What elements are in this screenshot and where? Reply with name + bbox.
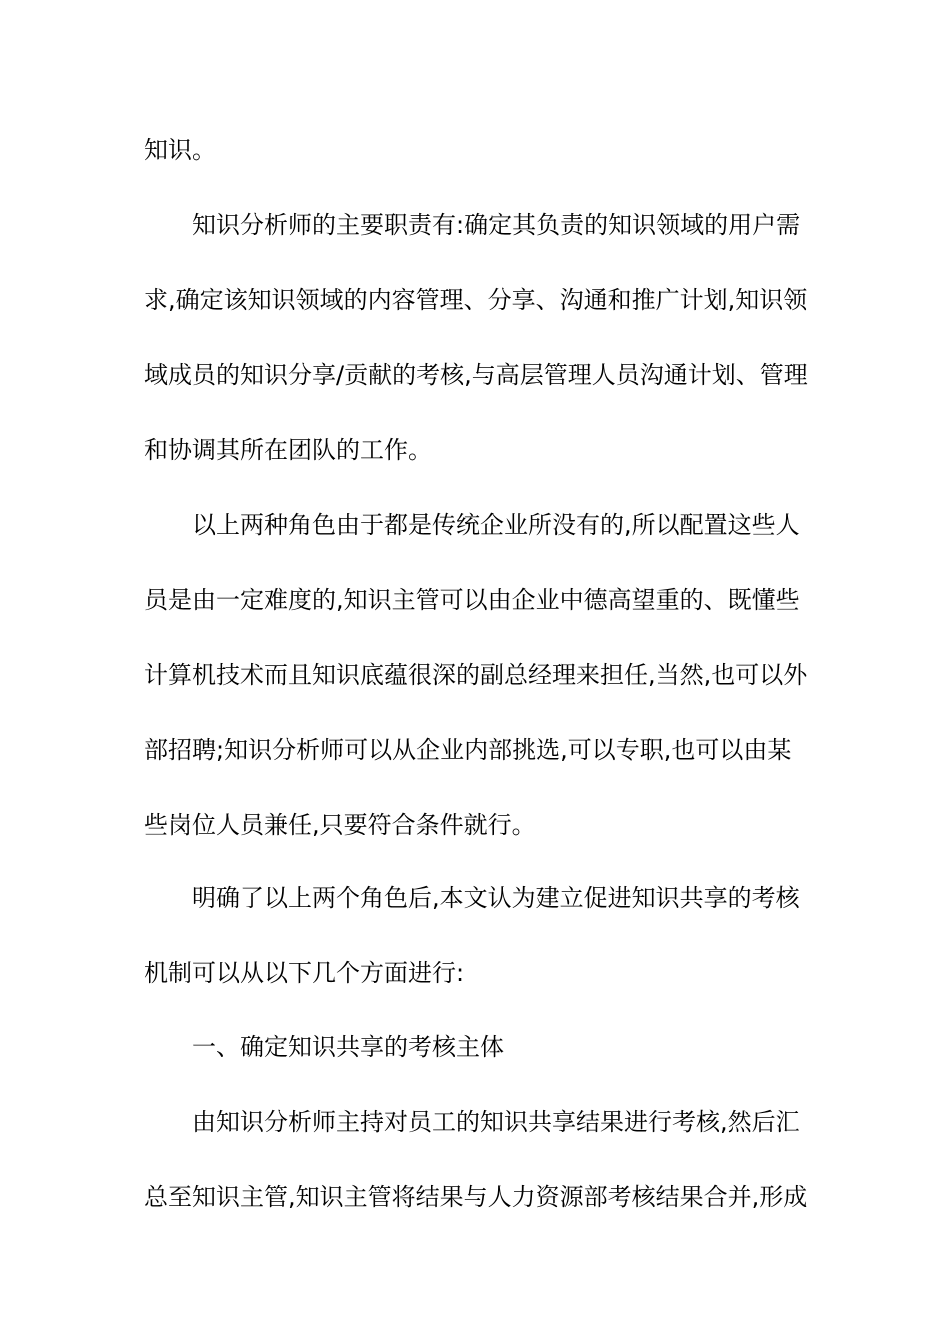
paragraph-line: 域成员的知识分享/贡献的考核,与高层管理人员沟通计划、管理: [144, 361, 808, 389]
paragraph-line: 由知识分析师主持对员工的知识共享结果进行考核,然后汇: [192, 1108, 800, 1136]
paragraph-line: 知识。: [144, 136, 216, 164]
paragraph-line: 知识分析师的主要职责有:确定其负责的知识领域的用户需: [192, 211, 801, 239]
paragraph-line: 计算机技术而且知识底蕴很深的副总经理来担任,当然,也可以外: [144, 661, 808, 689]
paragraph-line: 求,确定该知识领域的内容管理、分享、沟通和推广计划,知识领: [144, 286, 808, 314]
paragraph-line: 明确了以上两个角色后,本文认为建立促进知识共享的考核: [192, 884, 800, 912]
paragraph-line: 员是由一定难度的,知识主管可以由企业中德高望重的、既懂些: [144, 586, 800, 614]
paragraph-line: 和协调其所在团队的工作。: [144, 436, 432, 464]
paragraph-line: 以上两种角色由于都是传统企业所没有的,所以配置这些人: [192, 511, 800, 539]
paragraph-line: 些岗位人员兼任,只要符合条件就行。: [144, 811, 536, 839]
section-heading: 一、确定知识共享的考核主体: [192, 1033, 504, 1061]
paragraph-line: 总至知识主管,知识主管将结果与人力资源部考核结果合并,形成: [144, 1183, 808, 1211]
paragraph-line: 机制可以从以下几个方面进行:: [144, 959, 465, 987]
paragraph-line: 部招聘;知识分析师可以从企业内部挑选,可以专职,也可以由某: [144, 736, 792, 764]
